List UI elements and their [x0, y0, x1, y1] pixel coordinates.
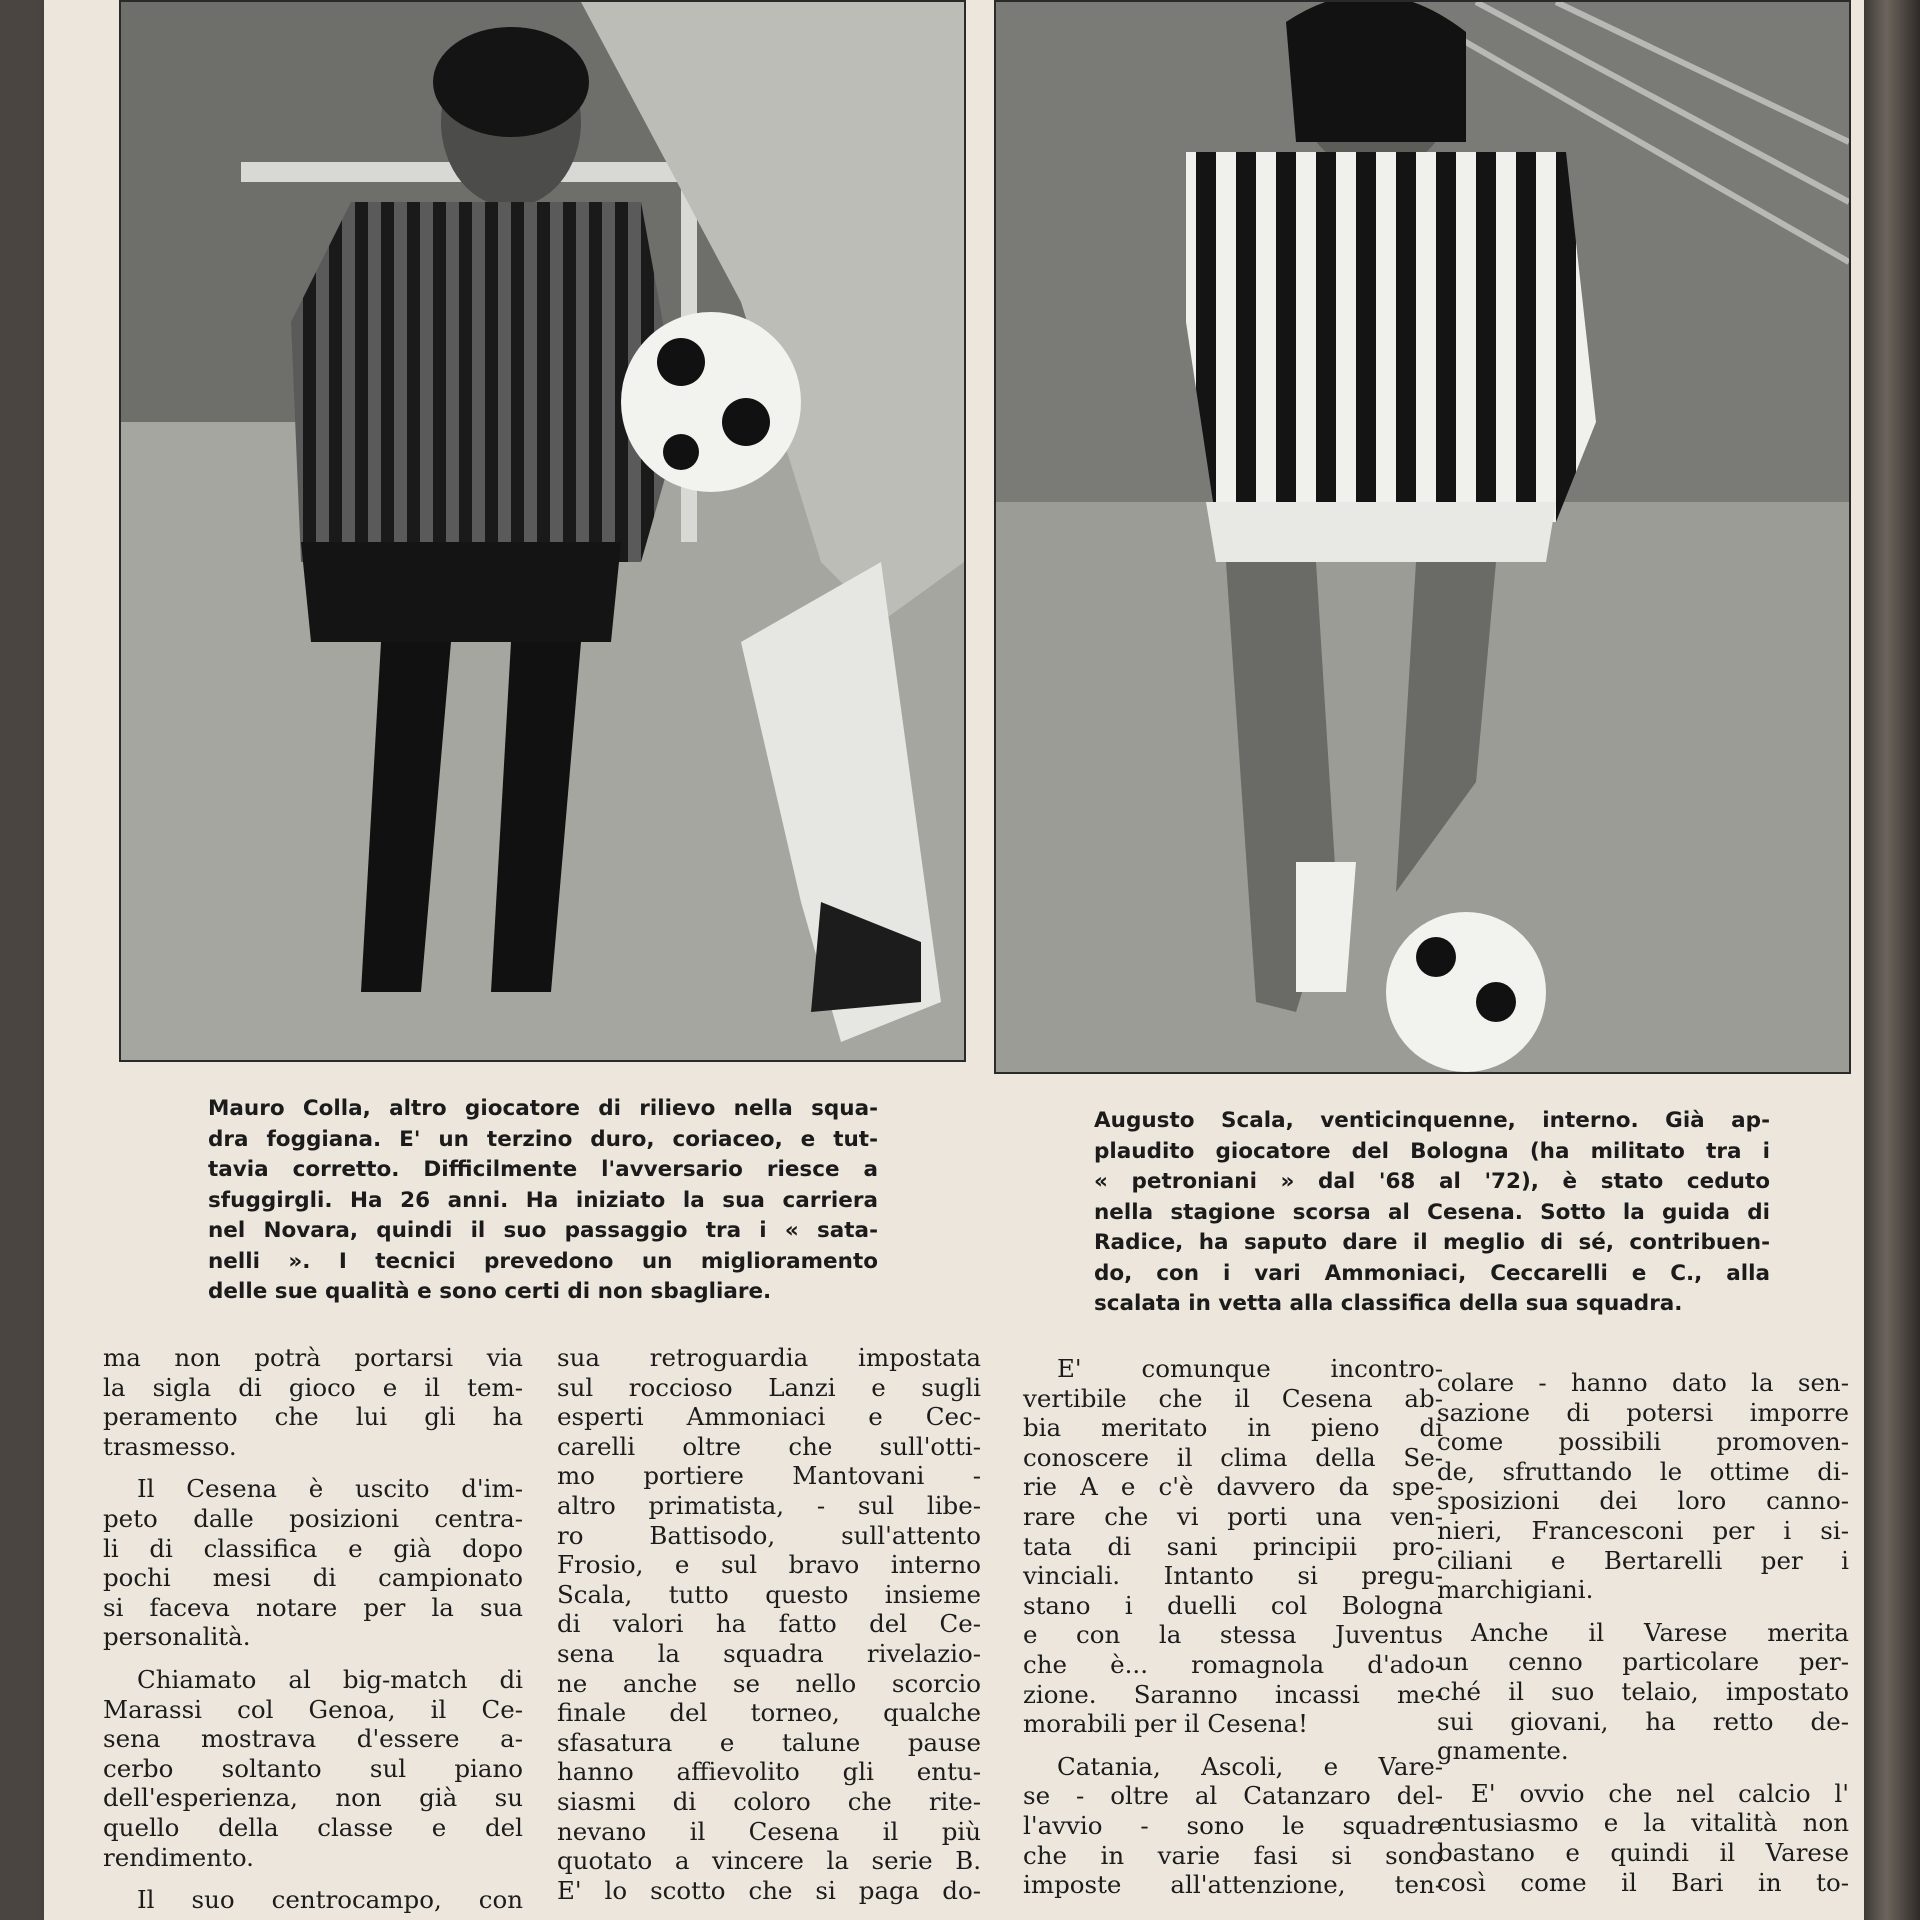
- text-line: peramento che lui gli ha: [103, 1402, 523, 1432]
- text-line: bastano e quindi il Varese: [1437, 1837, 1849, 1867]
- text-line: sui giovani, ha retto de-: [1437, 1706, 1849, 1736]
- text-line: quello della classe e del: [103, 1812, 523, 1842]
- text-line: stano i duelli col Bologna: [1023, 1590, 1443, 1620]
- text-line: e con la stessa Juventus: [1023, 1620, 1443, 1650]
- text-line: pochi mesi di campionato: [103, 1563, 523, 1593]
- caption-line: nelli ». I tecnici prevedono un miglioramento: [208, 1248, 878, 1274]
- text-line: Anche il Varese merita: [1471, 1617, 1849, 1647]
- text-line: un cenno particolare per-: [1437, 1647, 1849, 1677]
- text-line: peto dalle posizioni centra-: [103, 1503, 523, 1533]
- text-line: bia meritato in pieno di: [1023, 1413, 1443, 1443]
- text-line: ciliani e Bertarelli per i: [1437, 1545, 1849, 1575]
- caption-line: nel Novara, quindi il suo passaggio tra i « sata-: [208, 1218, 878, 1243]
- text-line: siasmi di coloro che rite-: [557, 1786, 981, 1816]
- text-line: sena la squadra rivelazio-: [557, 1638, 981, 1668]
- text-line: altro primatista, - sul libe-: [557, 1490, 981, 1520]
- photo-left-image: [121, 2, 964, 1060]
- text-line: de, sfruttando le ottime di-: [1437, 1456, 1849, 1486]
- text-line: ché il suo telaio, impostato: [1437, 1676, 1849, 1706]
- text-line: ne anche se nello scorcio: [557, 1668, 981, 1698]
- text-line: hanno affievolito gli entu-: [557, 1757, 981, 1787]
- text-line: sua retroguardia impostata: [557, 1343, 981, 1372]
- text-line: vertibile che il Cesena ab-: [1023, 1383, 1443, 1413]
- text-line: sul roccioso Lanzi e sugli: [557, 1372, 981, 1402]
- text-line: tata di sani principii pro-: [1023, 1531, 1443, 1561]
- caption-line: Augusto Scala, venticinquenne, interno. Già ap-: [1094, 1108, 1770, 1133]
- caption-augusto-scala: [1094, 1106, 1770, 1320]
- text-line: gnamente.: [1437, 1736, 1569, 1766]
- caption-line: scalata in vetta alla classifica della sua squadra.: [1094, 1291, 1683, 1316]
- text-line: rare che vi porti una ven-: [1023, 1501, 1443, 1531]
- text-line: sazione di potersi imporre: [1437, 1397, 1849, 1427]
- text-line: esperti Ammoniaci e Cec-: [557, 1402, 981, 1432]
- text-line: la sigla di gioco e il tem-: [103, 1372, 523, 1402]
- text-line: di valori ha fatto del Ce-: [557, 1609, 981, 1639]
- caption-line: Mauro Colla, altro giocatore di rilievo nella squa-: [208, 1096, 878, 1121]
- text-line: Chiamato al big-match di: [137, 1664, 523, 1694]
- text-line: E' ovvio che nel calcio l': [1471, 1778, 1849, 1808]
- text-line: dell'esperienza, non già su: [103, 1783, 523, 1813]
- text-line: Frosio, e sul bravo interno: [557, 1550, 981, 1580]
- text-line: sena mostrava d'essere a-: [103, 1724, 523, 1754]
- caption-line: delle sue qualità e sono certi di non sbagliare.: [208, 1279, 772, 1304]
- caption-line: do, con i vari Ammoniaci, Ceccarelli e C., alla: [1094, 1260, 1770, 1286]
- adjacent-page-edge: [1864, 0, 1920, 1920]
- text-line: Catania, Ascoli, e Vare-: [1057, 1751, 1443, 1781]
- text-line: ro Battisodo, sull'attento: [557, 1520, 981, 1550]
- text-line: conoscere il clima della Se-: [1023, 1442, 1443, 1472]
- text-line: Il suo centrocampo, con: [137, 1885, 523, 1915]
- text-line: l'avvio - sono le squadre: [1023, 1810, 1443, 1840]
- article-column-3: [1023, 1354, 1443, 1900]
- article-column-2: [557, 1343, 981, 1905]
- photo-right-image: [996, 2, 1849, 1072]
- photo-augusto-scala: [994, 0, 1851, 1074]
- caption-line: « petroniani » dal '68 al '72), è stato ceduto: [1094, 1169, 1770, 1194]
- text-line: Il Cesena è uscito d'im-: [137, 1474, 523, 1504]
- text-line: colare - hanno dato la sen-: [1437, 1368, 1849, 1397]
- text-line: personalità.: [103, 1622, 251, 1652]
- text-line: rendimento.: [103, 1842, 254, 1872]
- article-column-4: [1437, 1368, 1849, 1897]
- text-line: Marassi col Genoa, il Ce-: [103, 1694, 523, 1724]
- caption-line: dra foggiana. E' un terzino duro, coriaceo, e tut-: [208, 1126, 878, 1152]
- text-line: marchigiani.: [1437, 1575, 1594, 1605]
- caption-line: Radice, ha saputo dare il meglio di sé, contribuen-: [1094, 1230, 1770, 1255]
- text-line: zione. Saranno incassi me-: [1023, 1679, 1443, 1709]
- text-line: cerbo soltanto sul piano: [103, 1753, 523, 1783]
- text-line: come possibili promoven-: [1437, 1427, 1849, 1457]
- text-line: E' lo scotto che si paga do-: [557, 1875, 981, 1905]
- caption-line: nella stagione scorsa al Cesena. Sotto la guida di: [1094, 1199, 1770, 1225]
- text-line: rie A e c'è davvero da spe-: [1023, 1472, 1443, 1502]
- text-line: che in varie fasi si sono: [1023, 1840, 1443, 1870]
- text-line: sfasatura e talune pause: [557, 1727, 981, 1757]
- article-column-1: [103, 1343, 523, 1915]
- text-line: che è... romagnola d'ado-: [1023, 1649, 1443, 1679]
- caption-line: tavia corretto. Difficilmente l'avversario riesce a: [208, 1157, 878, 1182]
- text-line: entusiasmo e la vitalità non: [1437, 1808, 1849, 1838]
- text-line: sposizioni dei loro canno-: [1437, 1486, 1849, 1516]
- photo-mauro-colla: [119, 0, 966, 1062]
- caption-mauro-colla: [208, 1094, 878, 1308]
- text-line: finale del torneo, qualche: [557, 1698, 981, 1728]
- text-line: li di classifica e già dopo: [103, 1533, 523, 1563]
- text-line: carelli oltre che sull'otti-: [557, 1431, 981, 1461]
- text-line: Scala, tutto questo insieme: [557, 1579, 981, 1609]
- text-line: se - oltre al Catanzaro del-: [1023, 1781, 1443, 1811]
- text-line: nevano il Cesena il più: [557, 1816, 981, 1846]
- text-line: mo portiere Mantovani -: [557, 1461, 981, 1491]
- text-line: morabili per il Cesena!: [1023, 1709, 1308, 1739]
- text-line: così come il Bari in to-: [1437, 1867, 1849, 1897]
- caption-line: sfuggirgli. Ha 26 anni. Ha iniziato la sua carriera: [208, 1187, 878, 1213]
- text-line: ma non potrà portarsi via: [103, 1343, 523, 1372]
- text-line: si faceva notare per la sua: [103, 1592, 523, 1622]
- text-line: nieri, Francesconi per i si-: [1437, 1515, 1849, 1545]
- text-line: imposte all'attenzione, ten-: [1023, 1870, 1443, 1900]
- caption-line: plaudito giocatore del Bologna (ha militato tra i: [1094, 1138, 1770, 1164]
- text-line: quotato a vincere la serie B.: [557, 1846, 981, 1876]
- text-line: trasmesso.: [103, 1431, 237, 1461]
- text-line: vinciali. Intanto si pregu-: [1023, 1561, 1443, 1591]
- text-line: E' comunque incontro-: [1057, 1354, 1443, 1383]
